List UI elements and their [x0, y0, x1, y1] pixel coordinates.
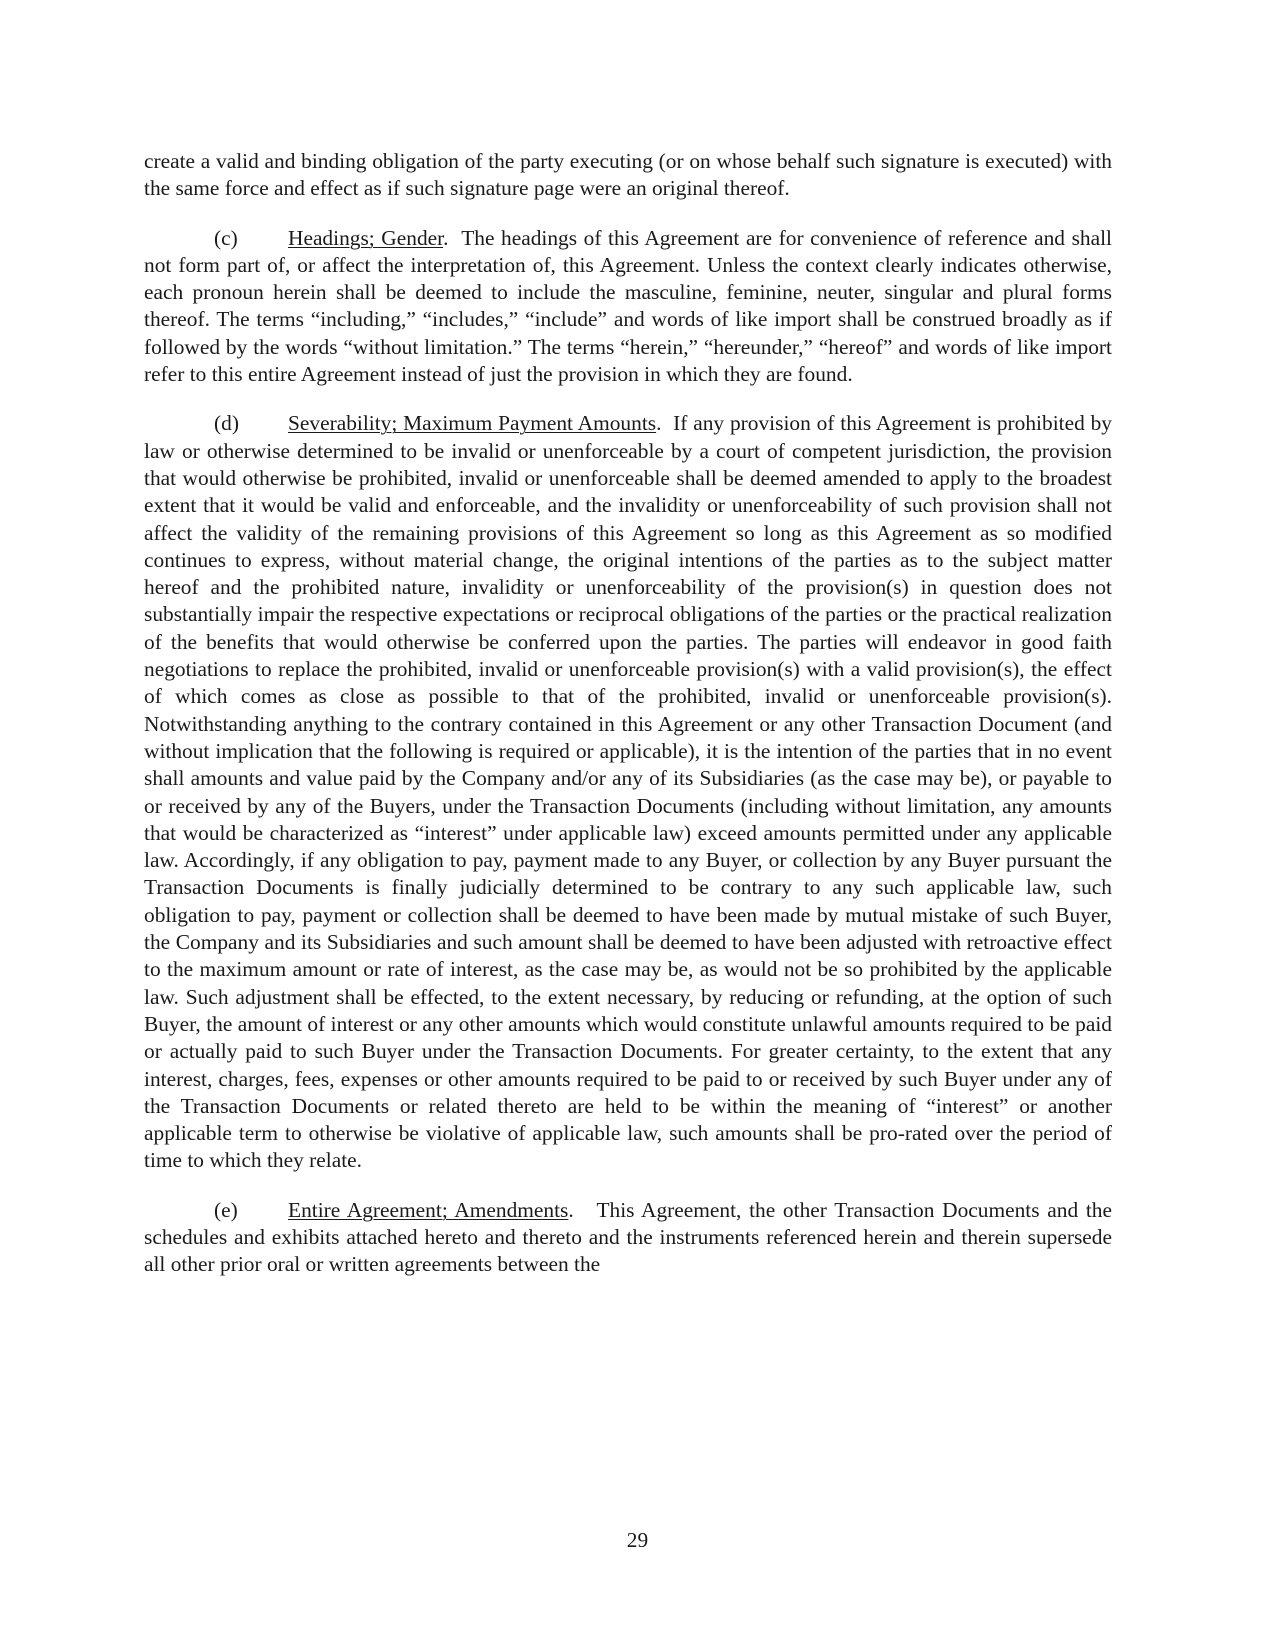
section-d-paragraph: (d) Severability; Maximum Payment Amounts. If any provision of this Agreement is prohibited by law or otherwise determined to be invalid or unenforceable by a court of competent jurisdiction, the provision that would otherwise be prohibited, invalid or unenforceable shall be deemed amended to apply to the broadest extent that it would be valid and enforceable, and the invalidity or unenforceability of such provision shall not affect the validity of the remaining provisions of this Agreement so long as this Agreement as so modified continues to express, without material change, the original intentions of the parties as to the subject matter hereof and the prohibited nature, invalidity or unenforceability of the provision(s) in question does not substantially impair the respective expectations or reciprocal obligations of the parties or the practical realization of the benefits that would otherwise be conferred upon the parties. The parties will endeavor in good faith negotiations to replace the prohibited, invalid or unenforceable provision(s) with a valid provision(s), the effect of which comes as close as possible to that of the prohibited, invalid or unenforceable provision(s). Notwithstanding anything to the contrary contained in this Agreement or any other Transaction Document (and without implication that the following is required or applicable), it is the intention of the parties that in no event shall amounts and value paid by the Company and/or any of its Subsidiaries (as the case may be), or payable to or received by any of the Buyers, under the Transaction Documents (including without limitation, any amounts that would be characterized as “interest” under applicable law) exceed amounts permitted under any applicable law. Accordingly, if any obligation to pay, payment made to any Buyer, or collection by any Buyer pursuant the Transaction Documents is finally judicially determined to be contrary to any such applicable law, such obligation to pay, payment or collection shall be deemed to have been made by mutual mistake of such Buyer, the Company and its Subsidiaries and such amount shall be deemed to have been adjusted with retroactive effect to the maximum amount or rate of interest, as the case may be, as would not be so prohibited by the applicable law. Such adjustment shall be effected, to the extent necessary, by reducing or refunding, at the option of such Buyer, the amount of interest or any other amounts which would constitute unlawful amounts required to be paid or actually paid to such Buyer under the Transaction Documents. For greater certainty, to the extent that any interest, charges, fees, expenses or other amounts required to be paid to or received by such Buyer under any of the Transaction Documents or related thereto are held to be within the meaning of “interest” or another applicable term to otherwise be violative of applicable law, such amounts shall be pro-rated over the period of time to which they relate. [144, 411, 1113, 1173]
document-page [144, 148, 1112, 1279]
section-e-paragraph: (e) Entire Agreement; Amendments. This Agreement, the other Transaction Documents and the schedules and exhibits attached hereto and thereto and the instruments referenced herein and therein supersede all other prior oral or written agreements between the [144, 1197, 1112, 1277]
section-c-label: (c) [214, 225, 238, 250]
section-d-body: If any provision of this Agreement is prohibited by law or otherwise determined to be invalid or unenforceable by a court of competent jurisdiction, the provision that would otherwise be prohibited, invalid or unenforceable shall be deemed amended to apply to the broadest extent that it would be valid and enforceable, and the invalidity or unenforceability of such provision shall not affect the validity of the remaining provisions of this Agreement so long as this Agreement as so modified continues to express, without material change, the original intentions of the parties as to the subject matter hereof and the prohibited nature, invalidity or unenforceability of the provision(s) in question does not substantially impair the respective expectations or reciprocal obligations of the parties or the practical realization of the benefits that would otherwise be conferred upon the parties. The parties will endeavor in good faith negotiations to replace the prohibited, invalid or unenforceable provision(s) with a valid provision(s), the effect of which comes as close as possible to that of the prohibited, invalid or unenforceable provision(s). Notwithstanding anything to the contrary contained in this Agreement or any other Transaction Document (and without implication that the following is required or applicable), it is the intention of the parties that in no event shall amounts and value paid by the Company and/or any of its Subsidiaries (as the case may be), or payable to or received by any of the Buyers, under the Transaction Documents (including without limitation, any amounts that would be characterized as “interest” under applicable law) exceed amounts permitted under any applicable law. Accordingly, if any obligation to pay, payment made to any Buyer, or collection by any Buyer pursuant the Transaction Documents is finally judicially determined to be contrary to any such applicable law, such obligation to pay, payment or collection shall be deemed to have been made by mutual mistake of such Buyer, the Company and its Subsidiaries and such amount shall be deemed to have been adjusted with retroactive effect to the maximum amount or rate of interest, as the case may be, as would not be so prohibited by the applicable law. Such adjustment shall be effected, to the extent necessary, by reducing or refunding, at the option of such Buyer, the amount of interest or any other amounts which would constitute unlawful amounts required to be paid or actually paid to such Buyer under the Transaction Documents. For greater certainty, to the extent that any interest, charges, fees, expenses or other amounts required to be paid to or received by such Buyer under any of the Transaction Documents or related thereto are held to be within the meaning of “interest” or another applicable term to otherwise be violative of applicable law, such amounts shall be pro-rated over the period of time to which they relate. [144, 411, 1113, 1173]
section-d-label: (d) [214, 411, 239, 436]
section-e-heading: Entire Agreement; Amendments [288, 1197, 569, 1222]
section-c-heading: Headings; Gender [288, 225, 444, 250]
section-c-body: The headings of this Agreement are for convenience of reference and shall not form part of, or affect the interpretation of, this Agreement. Unless the context clearly indicates otherwise, each pronoun herein shall be deemed to include the masculine, feminine, neuter, singular and plural forms thereof. The terms “including,” “includes,” “include” and words of like import shall be construed broadly as if followed by the words “without limitation.” The terms “herein,” “hereunder,” “hereof” and words of like import refer to this entire Agreement instead of just the provision in which they are found. [144, 225, 1112, 387]
continuation-paragraph: create a valid and binding obligation of the party executing (or on whose behalf such signature is executed) with the same force and effect as if such signature page were an original thereof. [144, 149, 1112, 201]
section-e-label: (e) [214, 1197, 238, 1222]
page-number: 29 [626, 1528, 649, 1552]
section-e-body: This Agreement, the other Transaction Documents and the schedules and exhibits attached hereto and thereto and the instruments referenced herein and therein supersede all other prior oral or written agreements between the [144, 1197, 1112, 1277]
section-d-heading: Severability; Maximum Payment Amounts [288, 411, 657, 436]
section-c-paragraph: (c) Headings; Gender. The headings of this Agreement are for convenience of reference and shall not form part of, or affect the interpretation of, this Agreement. Unless the context clearly indicates otherwise, each pronoun herein shall be deemed to include the masculine, feminine, neuter, singular and plural forms thereof. The terms “including,” “includes,” “include” and words of like import shall be construed broadly as if followed by the words “without limitation.” The terms “herein,” “hereunder,” “hereof” and words of like import refer to this entire Agreement instead of just the provision in which they are found. [144, 225, 1112, 387]
